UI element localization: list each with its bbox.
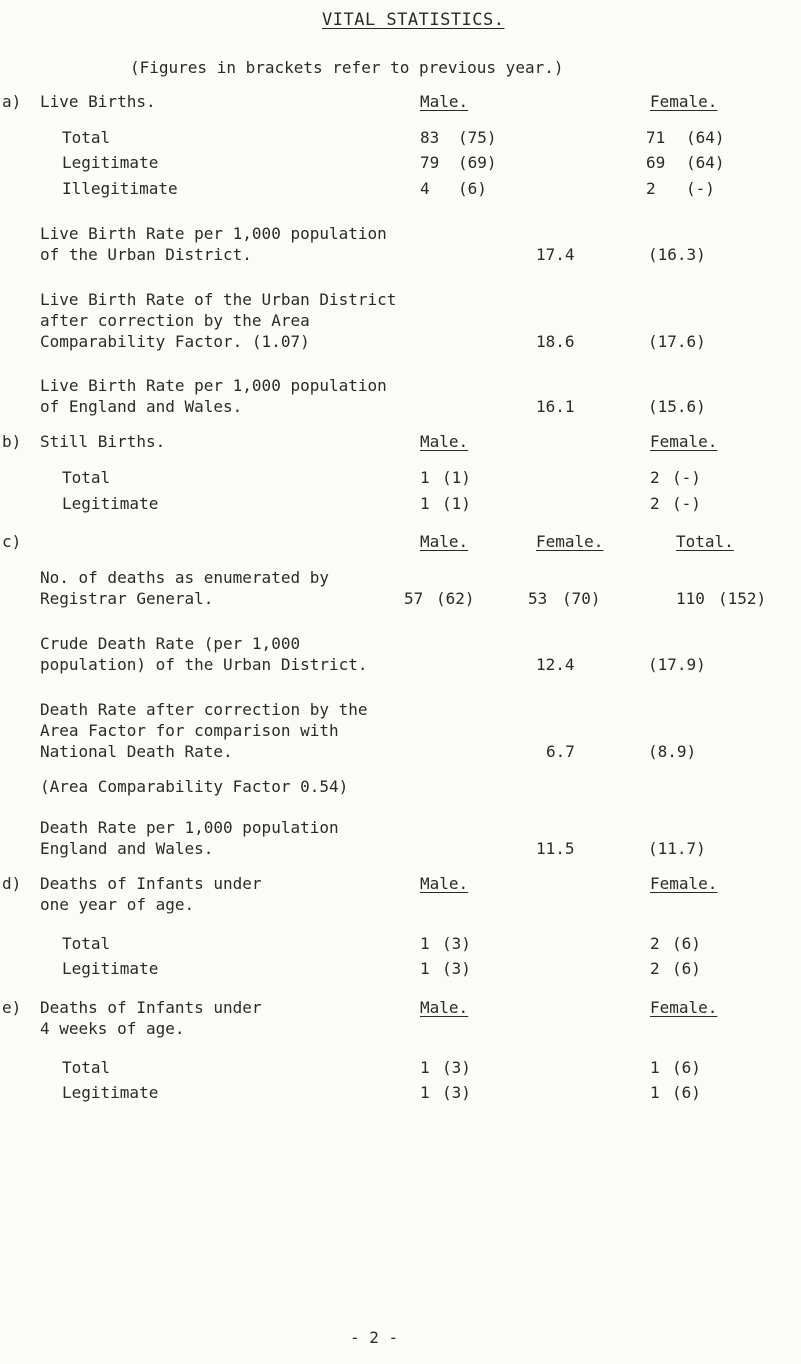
male-value: 4 — [420, 179, 430, 198]
male-column-header: Male. — [420, 432, 469, 451]
female-prev-value: (-) — [686, 179, 715, 198]
rate-label-line: Area Factor for comparison with — [40, 721, 339, 740]
row-label: Legitimate — [62, 494, 159, 513]
female-value: 2 — [650, 494, 660, 513]
row-label: Total — [62, 468, 111, 487]
row-label: Total — [62, 128, 111, 147]
female-value: 69 — [646, 153, 666, 172]
rate-label-line: England and Wales. — [40, 839, 214, 858]
female-column-header: Female. — [650, 92, 718, 111]
rate-value: 17.4 — [536, 245, 575, 264]
rate-label-line: Live Birth Rate of the Urban District — [40, 290, 397, 309]
section-letter: e) — [2, 998, 22, 1017]
rate-label-line: Live Birth Rate per 1,000 population — [40, 376, 387, 395]
female-value: 71 — [646, 128, 666, 147]
female-prev-value: (6) — [672, 934, 701, 953]
section-letter: d) — [2, 874, 22, 893]
rate-label-line: of the Urban District. — [40, 245, 252, 264]
male-column-header: Male. — [420, 998, 469, 1017]
male-prev-value: (6) — [458, 179, 487, 198]
male-value: 57 — [404, 589, 424, 608]
section-heading: Live Births. — [40, 92, 156, 111]
total-prev-value: (152) — [718, 589, 767, 608]
section-letter: b) — [2, 432, 22, 451]
rate-prev-value: (11.7) — [648, 839, 706, 858]
female-value: 1 — [650, 1058, 660, 1077]
row-label: Illegitimate — [62, 179, 178, 198]
male-column-header: Male. — [420, 92, 469, 111]
female-column-header: Female. — [650, 874, 718, 893]
row-label-line: Registrar General. — [40, 589, 214, 608]
male-prev-value: (1) — [442, 468, 471, 487]
section-heading: Still Births. — [40, 432, 166, 451]
rate-prev-value: (15.6) — [648, 397, 706, 416]
rate-label-line: Live Birth Rate per 1,000 population — [40, 224, 387, 243]
female-prev-value: (-) — [672, 494, 701, 513]
rate-label-line: population) of the Urban District. — [40, 655, 368, 674]
female-prev-value: (64) — [686, 153, 725, 172]
female-column-header: Female. — [536, 532, 604, 551]
page-number: - 2 - — [350, 1328, 399, 1347]
row-label: Legitimate — [62, 1083, 159, 1102]
section-heading-line: Deaths of Infants under — [40, 998, 262, 1017]
rate-prev-value: (17.9) — [648, 655, 706, 674]
male-value: 83 — [420, 128, 440, 147]
row-label: Legitimate — [62, 153, 159, 172]
area-factor-note: (Area Comparability Factor 0.54) — [40, 777, 349, 796]
male-column-header: Male. — [420, 532, 469, 551]
male-prev-value: (3) — [442, 934, 471, 953]
rate-value: 6.7 — [546, 742, 575, 761]
male-prev-value: (3) — [442, 959, 471, 978]
rate-value: 16.1 — [536, 397, 575, 416]
male-value: 1 — [420, 1058, 430, 1077]
male-value: 1 — [420, 934, 430, 953]
male-prev-value: (3) — [442, 1083, 471, 1102]
rate-label-line: after correction by the Area — [40, 311, 310, 330]
male-prev-value: (75) — [458, 128, 497, 147]
male-prev-value: (69) — [458, 153, 497, 172]
male-prev-value: (62) — [436, 589, 475, 608]
female-prev-value: (6) — [672, 1058, 701, 1077]
rate-value: 11.5 — [536, 839, 575, 858]
female-column-header: Female. — [650, 432, 718, 451]
male-prev-value: (1) — [442, 494, 471, 513]
female-value: 2 — [650, 959, 660, 978]
rate-label-line: Death Rate per 1,000 population — [40, 818, 339, 837]
female-value: 1 — [650, 1083, 660, 1102]
rate-value: 12.4 — [536, 655, 575, 674]
female-prev-value: (-) — [672, 468, 701, 487]
page-title: VITAL STATISTICS. — [322, 10, 505, 30]
female-value: 2 — [650, 934, 660, 953]
male-value: 1 — [420, 1083, 430, 1102]
female-value: 2 — [650, 468, 660, 487]
male-value: 1 — [420, 494, 430, 513]
row-label: Legitimate — [62, 959, 159, 978]
male-value: 1 — [420, 468, 430, 487]
female-prev-value: (6) — [672, 959, 701, 978]
section-heading-line: one year of age. — [40, 895, 195, 914]
total-value: 110 — [676, 589, 705, 608]
total-column-header: Total. — [676, 532, 734, 551]
female-prev-value: (70) — [562, 589, 601, 608]
female-prev-value: (6) — [672, 1083, 701, 1102]
female-column-header: Female. — [650, 998, 718, 1017]
row-label: Total — [62, 934, 111, 953]
rate-label-line: Crude Death Rate (per 1,000 — [40, 634, 301, 653]
rate-label-line: of England and Wales. — [40, 397, 243, 416]
subtitle-note: (Figures in brackets refer to previous year.) — [130, 58, 564, 77]
male-value: 79 — [420, 153, 440, 172]
row-label-line: No. of deaths as enumerated by — [40, 568, 329, 587]
female-value: 2 — [646, 179, 656, 198]
rate-prev-value: (17.6) — [648, 332, 706, 351]
rate-value: 18.6 — [536, 332, 575, 351]
row-label: Total — [62, 1058, 111, 1077]
rate-prev-value: (16.3) — [648, 245, 706, 264]
male-column-header: Male. — [420, 874, 469, 893]
section-letter: c) — [2, 532, 22, 551]
rate-label-line: National Death Rate. — [40, 742, 233, 761]
section-heading-line: 4 weeks of age. — [40, 1019, 185, 1038]
rate-prev-value: (8.9) — [648, 742, 697, 761]
male-value: 1 — [420, 959, 430, 978]
rate-label-line: Death Rate after correction by the — [40, 700, 368, 719]
section-letter: a) — [2, 92, 22, 111]
section-heading-line: Deaths of Infants under — [40, 874, 262, 893]
male-prev-value: (3) — [442, 1058, 471, 1077]
female-value: 53 — [528, 589, 548, 608]
female-prev-value: (64) — [686, 128, 725, 147]
rate-label-line: Comparability Factor. (1.07) — [40, 332, 310, 351]
